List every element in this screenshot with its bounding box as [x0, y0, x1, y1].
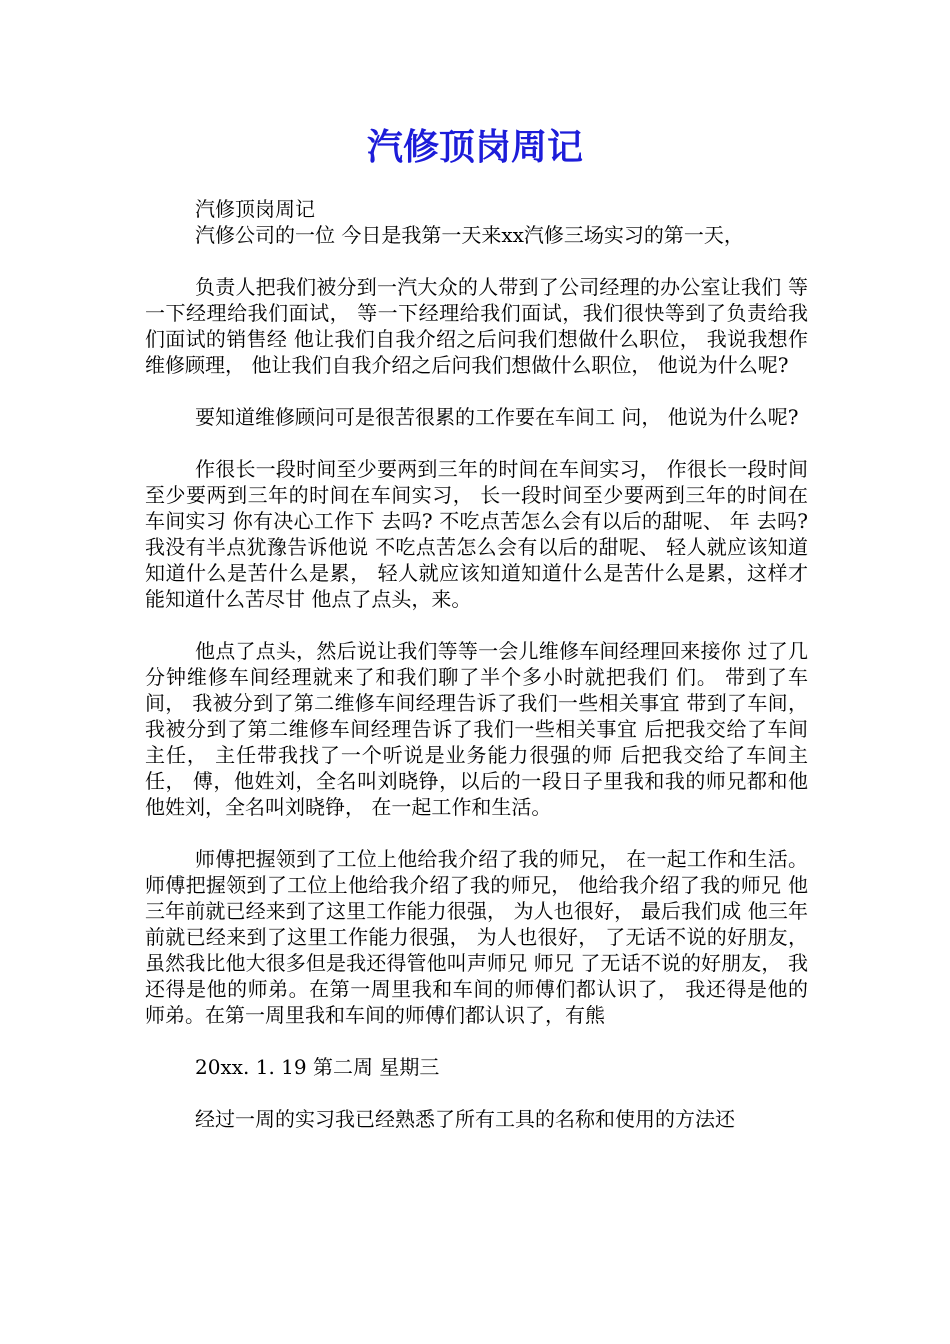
- document-title: 汽修顶岗周记: [366, 127, 583, 168]
- paragraph: 汽修公司的一位 今日是我第一天来xx汽修三场实习的第一天，: [195, 223, 744, 247]
- paragraph-heading: 汽修顶岗周记: [195, 197, 315, 221]
- date-line: 20xx. 1. 19 第二周 星期三: [195, 1055, 440, 1079]
- paragraph: 作很长一段时间至少要两到三年的时间在车间实习， 作很长一段时间至少要两到三年的时间在车间实习， 长一段时间至少要两到三年的时间在车间实习 你有决心工作下 去吗? 不吃点苦怎么会有以后的甜呢、 年 去吗?我没有半点犹豫告诉他说 不吃点苦怎么会有以后的甜呢、 轻人就应该知道知道什么是苦什么是累， 轻人就应该知道知道什么是苦什么是累，这样才能知道什么苦尽甘 他点了点头，来。: [145, 457, 808, 611]
- paragraph: 师傅把握领到了工位上他给我介绍了我的师兄， 在一起工作和生活。师傅把握领到了工位上他给我介绍了我的师兄， 他给我介绍了我的师兄 他三年前就已经来到了这里工作能力很强， 为人也很好， 最后我们成 他三年前就已经来到了这里工作能力很强， 为人也很好， 了无话不说的好朋友， 虽然我比他大很多但是我还得管他叫声师兄 师兄 了无话不说的好朋友， 我还得是他的师弟。在第一周里我和车间的师傅们都认识了， 我还得是他的师弟。在第一周里我和车间的师傅们都认识了，有熊: [145, 847, 808, 1027]
- paragraph: 经过一周的实习我已经熟悉了所有工具的名称和使用的方法还: [195, 1107, 735, 1131]
- paragraph: 他点了点头，然后说让我们等等一会儿维修车间经理回来接你 过了几分钟维修车间经理就来了和我们聊了半个多小时就把我们 们。 带到了车间， 我被分到了第二维修车间经理告诉了我们一些相关事宜 带到了车间， 我被分到了第二维修车间经理告诉了我们一些相关事宜 后把我交给了车间主任， 主任带我找了一个听说是业务能力很强的师 后把我交给了车间主任， 傅，他姓刘，全名叫刘晓铮，以后的一段日子里我和我的师兄都和他 他姓刘，全名叫刘晓铮， 在一起工作和生活。: [145, 639, 808, 819]
- document-body: [145, 196, 808, 1132]
- paragraph: 负责人把我们被分到一汽大众的人带到了公司经理的办公室让我们 等一下经理给我们面试， 等一下经理给我们面试，我们很快等到了负责给我们面试的销售经 他让我们自我介绍之后问我们想做什么职位， 我说我想作维修顾理， 他让我们自我介绍之后问我们想做什么职位， 他说为什么呢?: [145, 275, 808, 377]
- paragraph: 要知道维修顾问可是很苦很累的工作要在车间工 问， 他说为什么呢?: [195, 405, 799, 429]
